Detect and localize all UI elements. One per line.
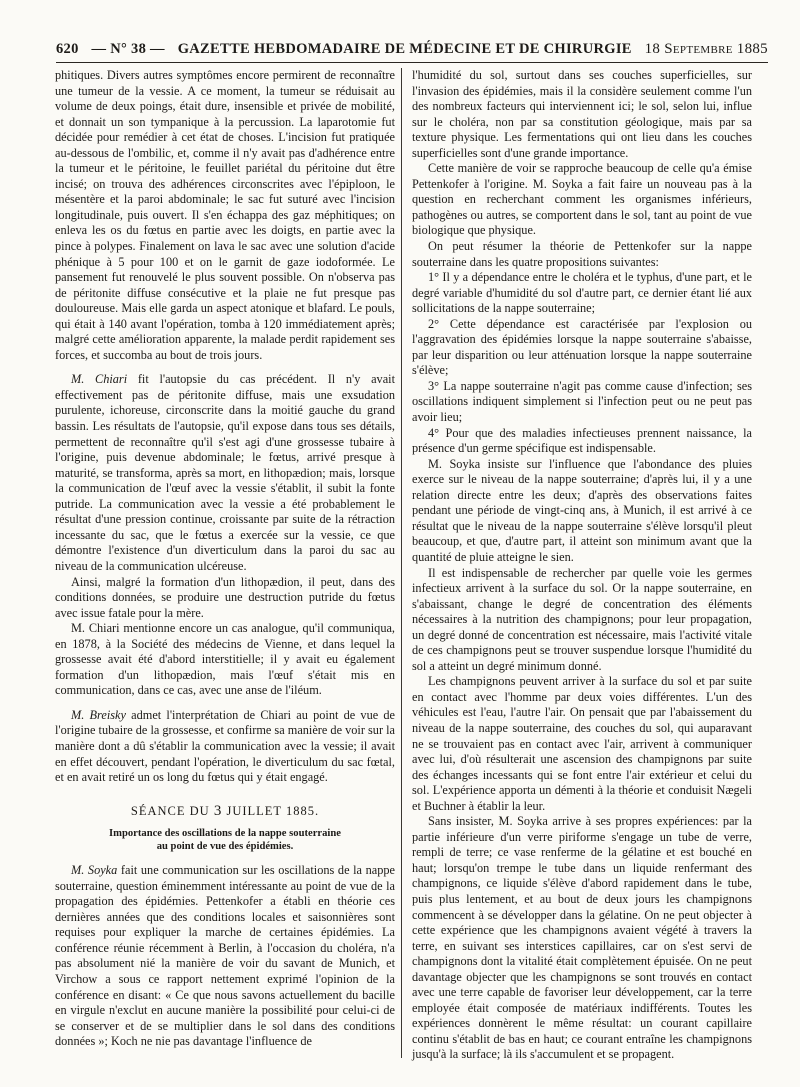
- proposition-item: 3° La nappe souterraine n'agit pas comme cause d'infection; ses oscillations indiquent simplement si l'infection peut ou ne peut pas avoir lieu;: [412, 378, 752, 425]
- paragraph: [55, 372, 395, 574]
- right-column: [412, 68, 752, 1063]
- left-column: [55, 68, 395, 1050]
- paragraph-text: fit l'autopsie du cas précédent. Il n'y avait effectivement pas de péritonite diffuse, mais une exsudation purulente, ichoreuse, circonscrite dans la moitié gauche du grand bassin. Les résultats de l'autopsie, qu'il expose dans tous ses détails, permettent de reconnaître qu'il s'est agi d'une grossesse tubaire à l'origine, puis devenue abdominale; le fœtus, arrivé presque à maturité, se transforma, après sa mort, en lithopædion; mais, lorsque la communication de l'œuf avec la vessie s'établit, il subit la fonte putride. La communication avec la vessie a été probablement le résultat d'une pression continue, croissante par suite de la rétraction incessante du sac, que le fœtus a exercée sur la vessie, ce que démontre l'existence d'un diverticulum dans la paroi du sac au niveau de la communication ulcéreuse.: [55, 372, 396, 573]
- paragraph: Les champignons peuvent arriver à la surface du sol et par suite en contact avec l'homme par deux voies différentes. L'un des véhicules est l'eau, l'autre l'air. On pensait que par l'abaissement du niveau de la nappe souterraine, des couches du sol, qui auparavant ne se trouvaient pas en contact avec l'air, arrivent à communiquer avec lui, d'où résulterait une ascension des champignons par suite des échanges incessants qui se font entre l'air extérieur et celui du sol. L'expérience apporta un démenti à la théorie et conduisit Nægeli et Buchner à établir la leur.: [412, 674, 752, 813]
- paragraph: M. Chiari mentionne encore un cas analogue, qu'il communiqua, en 1878, à la Société des médecins de Vienne, et dans lequel la grossesse avait été d'abord interstitielle; il y avait eu également formation d'un lithopædion, mais l'œuf s'était mis en communication, dans ce cas, avec une anse de l'iléum.: [55, 621, 395, 698]
- paragraph: M. Soyka insiste sur l'influence que l'abondance des pluies exerce sur le niveau de la nappe souterraine; d'après lui, il y a une relation directe entre les deux; d'après des observations faites pendant une période de vingt-cinq ans, à Munich, il est arrivé à ce résultat que le niveau de la nappe souterraine s'élève lorsqu'il pleut beaucoup, et que, d'autre part, il atteint son minimum avant que la quantité de pluie atteigne le sien.: [412, 456, 752, 564]
- proposition-item: 2° Cette dépendance est caractérisée par l'explosion ou l'aggravation des épidémies lorsque la nappe souterraine s'abaisse, par leur disparition ou leur atténuation lorsque la nappe souterraine s'élève;: [412, 316, 752, 378]
- proposition-item: 4° Pour que des maladies infectieuses prennent naissance, la présence d'un germe spécifique est indispensable.: [412, 425, 752, 456]
- seance-prefix: SÉANCE DU: [130, 803, 214, 818]
- proposition-item: 1° Il y a dépendance entre le choléra et le typhus, d'une part, et le degré variable d'humidité du sol d'autre part, ce dernier étant lié aux sollicitations de la nappe souterraine;: [412, 270, 752, 316]
- paragraph-text: admet l'interprétation de Chiari au point de vue de l'origine tubaire de la grossesse, et confirme sa manière de voir sur la manière dont a dû s'établir la communication avec la vessie; il avait en effet découvert, pendant l'opération, le diverticulum du sac fœtal, et en avait retiré un os long du fœtus qui y était engagé.: [55, 707, 395, 785]
- speaker-name: M. Breisky: [71, 707, 126, 722]
- page-number: 620: [56, 40, 79, 57]
- column-divider: [401, 68, 402, 1058]
- paragraph: Ainsi, malgré la formation d'un lithopædion, il peut, dans des conditions données, se produire une destruction putride du fœtus avec issue fatale pour la mère.: [55, 574, 395, 620]
- paragraph: [55, 863, 395, 1050]
- section-subtitle: [55, 827, 395, 853]
- paragraph: Cette manière de voir se rapproche beaucoup de celle qu'a émise Pettenkofer à l'origine. M. Soyka a fait faire un nouveau pas à la question en recherchant comment les organismes inférieurs, pathogènes ou autres, se comportent dans le sol, tant au point de vue biologique que physique.: [412, 161, 752, 238]
- speaker-name: M. Chiari: [71, 372, 128, 387]
- seance-day: 3: [213, 802, 223, 819]
- subtitle-line: au point de vue des épidémies.: [156, 841, 294, 853]
- issue-number: — N° 38 —: [91, 40, 165, 57]
- subtitle-line: Importance des oscillations de la nappe souterraine: [109, 828, 341, 840]
- section-heading: [55, 804, 395, 820]
- paragraph: Il est indispensable de rechercher par quelle voie les germes infectieux arrivent à la surface du sol. Or la nappe souterraine, en s'abaissant, change le degré de concentration des éléments nécessaires à la nutrition des champignons; pour leur propagation, un degré donné de concentration est nécessaire, mais l'activité vitale de ces champignons peut se trouver suspendue lorsque l'humidité du sol a atteint un degré minimum donné.: [412, 565, 752, 673]
- paragraph: l'humidité du sol, surtout dans ses couches superficielles, sur l'invasion des épidémies, mais il la considère seulement comme l'un des nombreux facteurs qui interviennent ici; le sol, selon lui, influe sur le choléra, non par sa constitution géologique, mais par sa texture physique. Les fermentations qui ont lieu dans les couches superficielles sont d'une grande importance.: [412, 68, 752, 160]
- paragraph-text: fait une communication sur les oscillations de la nappe souterraine, question éminemment intéressante au point de vue de la propagation des épidémies. Pettenkofer a établi en théorie ces dernières années que des conditions locales et saisonnières sont requises pour expliquer la marche de certaines épidémies. La conférence réunie récemment à Berlin, à l'occasion du choléra, n'a pas absolument nié la manière de voir du savant de Munich, et Virchow a sous ce rapport nettement exprimé l'opinion de la conférence en disant: « Ce que nous savons actuellement du bacille en virgule n'exclut en aucune manière la possibilité pour celui-ci de se conserver et de se multiplier dans le sol dans des conditions données »; Koch ne nie pas davantage l'influence de: [55, 863, 395, 1049]
- paragraph: [55, 708, 395, 786]
- paragraph: phitiques. Divers autres symptômes encore permirent de reconnaître une tumeur de la vessie. A ce moment, la tumeur se réduisait au volume de deux poings, était dure, insensible et privée de mobilité, et donnait un son tympanique à la percussion. La laparotomie fut décidée pour remédier à cet état de choses. L'incision fut pratiquée au-dessous de l'ombilic, et, comme il n'y avait pas d'adhérence entre la tumeur et le péritoine, le feuillet pariétal du péritoine dut être incisé; on trouva des adhérences circonscrites avec l'épiploon, le mésentère et la paroi abdominale; le sac fut suturé avec l'incision longitudinale, puis ouvert. Il s'en échappa des gaz méphitiques; on enleva les os du fœtus en partie avec les doigts, en partie avec la pince à polypes. Finalement on lava le sac avec une solution d'acide phénique à 5 pour 100 et on le garnit de gaze iodoformée. Le pansement fut renouvelé le plus souvent possible. On n'observa pas de péritonite diffuse consécutive et la plaie ne fut presque pas douloureuse. Mais elle garda un aspect atonique et blafard. Le pouls, qui était à 140 avant l'opération, tomba à 120 immédiatement après; malgré cette amélioration apparente, la malade perdit rapidement ses forces, et succomba au bout de trois jours.: [55, 68, 395, 362]
- journal-title: GAZETTE HEBDOMADAIRE DE MÉDECINE ET DE CHIRURGIE: [177, 40, 632, 57]
- paragraph: Sans insister, M. Soyka arrive à ses propres expériences: par la partie inférieure d'un verre piriforme s'engage un tube de verre, rempli de terre; ce vase renferme de la gélatine et est bouché en haut; lorsqu'on trempe le tube dans un liquide renfermant des champignons, ce liquide s'élève d'abord rapidement dans le tube, puis plus lentement, et au bout de deux jours les champignons commencent à se développer dans la gélatine. On ne peut objecter à cette expérience que les champignons avaient végété à travers la terre, en suivant ses interstices capillaires, car on s'est servi de champignons dont la vitalité était complètement épuisée. On ne peut davantage objecter que les champignons se sont trouvés en contact avec une terre capable de favoriser leur développement, car la terre employée était composée de matériaux indifférents. Toutes les expériences donnèrent le même résultat: un courant capillaire continu s'établit de bas en haut; ce courant entraîne les champignons jusqu'à la surface; là ils s'accumulent et se propagent.: [412, 814, 752, 1062]
- speaker-name: M. Soyka: [71, 863, 118, 878]
- issue-date: 18 Septembre 1885: [644, 40, 768, 57]
- seance-suffix: JUILLET 1885.: [222, 803, 320, 818]
- paragraph: On peut résumer la théorie de Pettenkofer sur la nappe souterraine dans les quatre propositions suivantes:: [412, 239, 752, 269]
- page-header: [56, 36, 768, 63]
